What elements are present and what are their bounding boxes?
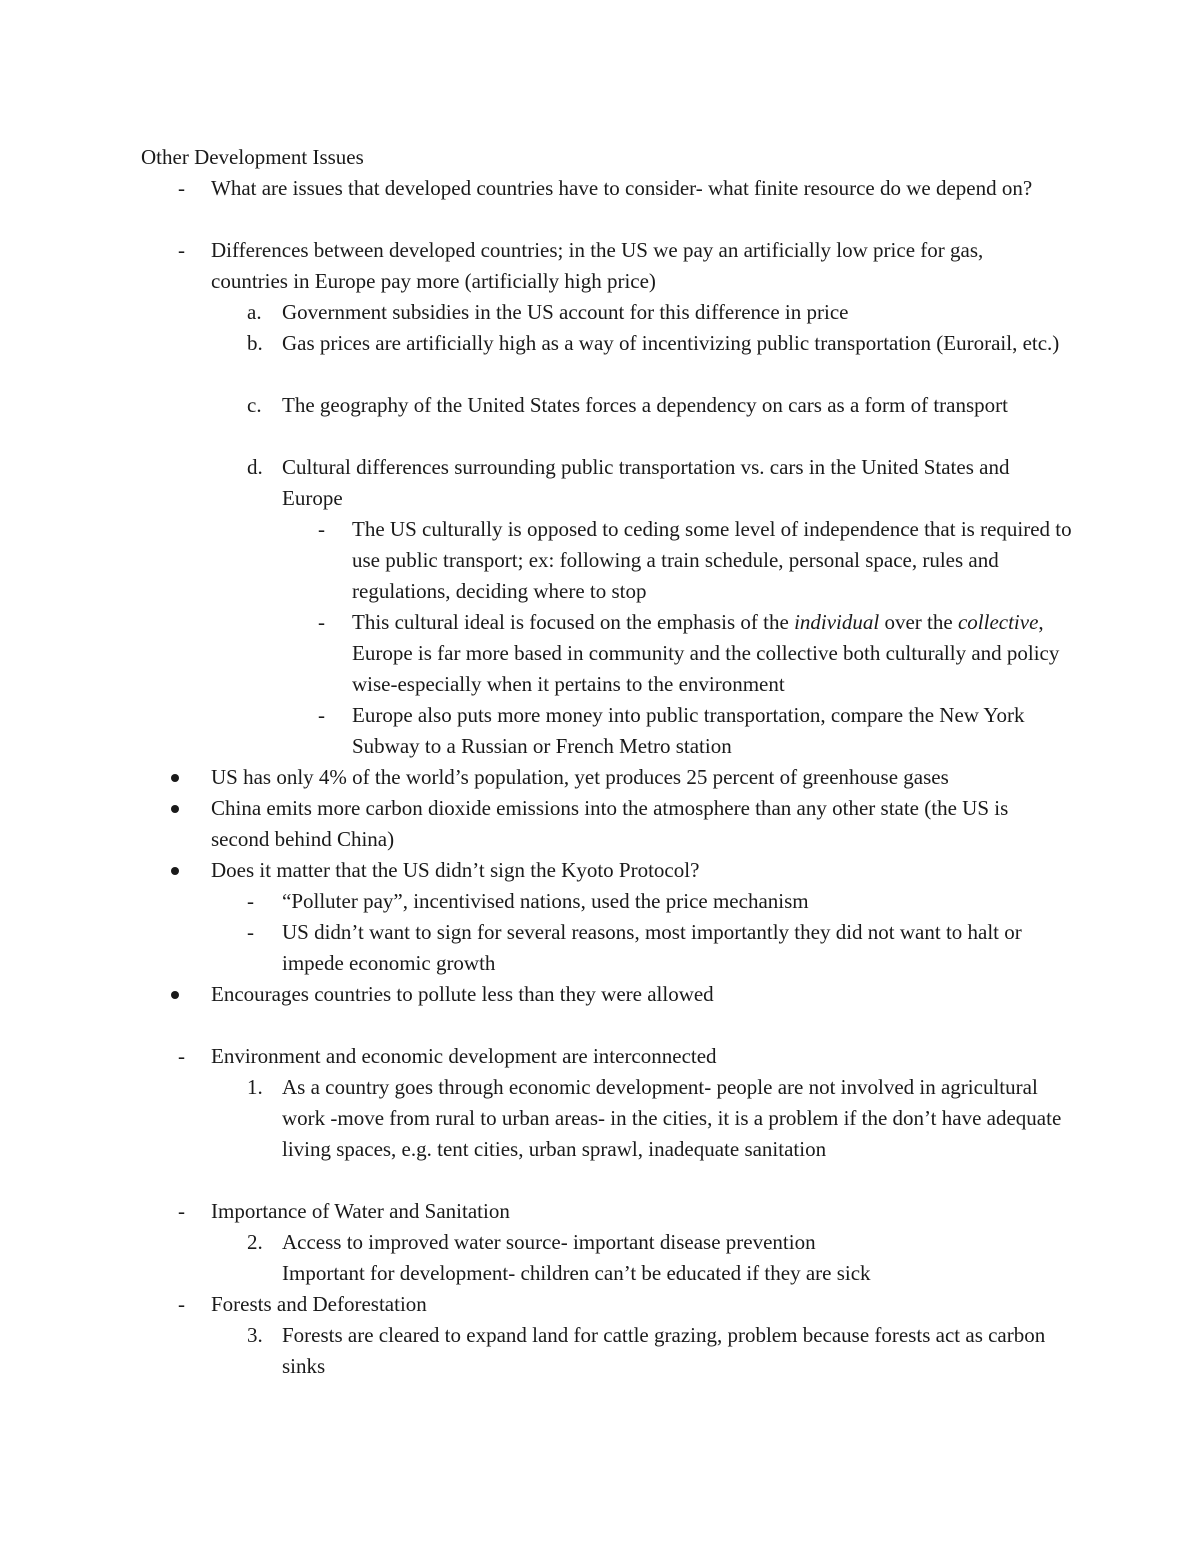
list-item-water: Importance of Water and Sanitation xyxy=(211,1199,510,1223)
dash-marker: - xyxy=(247,889,254,913)
emphasis-individual: individual xyxy=(794,610,880,634)
bullet-icon xyxy=(171,774,179,782)
dash-marker: - xyxy=(247,920,254,944)
number-marker-3: 3. xyxy=(247,1323,263,1347)
dash-marker: - xyxy=(178,1044,185,1068)
list-item-polluter-pay: “Polluter pay”, incentivised nations, used the price mechanism xyxy=(282,889,809,913)
letter-marker-b: b. xyxy=(247,331,263,355)
list-item-us-reasons: US didn’t want to sign for several reasons, most importantly they did not want to halt or impede economic growth xyxy=(282,920,1022,975)
bullet-item-kyoto: Does it matter that the US didn’t sign the Kyoto Protocol? xyxy=(211,858,700,882)
dash-marker: - xyxy=(178,176,185,200)
list-item-3: Forests are cleared to expand land for cattle grazing, problem because forests act as carbon sinks xyxy=(282,1323,1046,1378)
list-item-2: Access to improved water source- important disease prevention xyxy=(282,1230,816,1254)
number-marker-1: 1. xyxy=(247,1075,263,1099)
bullet-item-china: China emits more carbon dioxide emissions into the atmosphere than any other state (the US is second behind China) xyxy=(211,796,1009,851)
list-item-d2: This cultural ideal is focused on the emphasis of the individual over the collective, Europe is far more based in community and the collective both culturally and policy wise-especially when it pertains to the environment xyxy=(352,610,1060,696)
number-marker-2: 2. xyxy=(247,1230,263,1254)
letter-marker-c: c. xyxy=(247,393,262,417)
list-item-d: Cultural differences surrounding public transportation vs. cars in the United States and Europe xyxy=(282,455,1010,510)
list-item-d1: The US culturally is opposed to ceding some level of independence that is required to use public transport; ex: following a train schedule, personal space, rules and regulations, deciding where to stop xyxy=(352,517,1072,603)
bullet-item-population: US has only 4% of the world’s population, yet produces 25 percent of greenhouse gases xyxy=(211,765,949,789)
dash-marker: - xyxy=(318,703,325,727)
list-item-developed-differences: Differences between developed countries; in the US we pay an artificially low price for gas, countries in Europe pay more (artificially high price) xyxy=(211,238,984,293)
letter-marker-a: a. xyxy=(247,300,262,324)
list-item-environment: Environment and economic development are interconnected xyxy=(211,1044,717,1068)
dash-marker: - xyxy=(318,517,325,541)
list-item-c: The geography of the United States forces a dependency on cars as a form of transport xyxy=(282,393,1008,417)
emphasis-collective: collective xyxy=(957,610,1039,634)
dash-marker: - xyxy=(178,1292,185,1316)
list-item-2-continued: Important for development- children can’t be educated if they are sick xyxy=(282,1261,871,1285)
bullet-item-encourages: Encourages countries to pollute less than they were allowed xyxy=(211,982,714,1006)
document-title: Other Development Issues xyxy=(141,145,364,169)
dash-marker: - xyxy=(178,238,185,262)
list-item-finite-resource: What are issues that developed countries have to consider- what finite resource do we depend on? xyxy=(211,176,1033,200)
dash-marker: - xyxy=(318,610,325,634)
bullet-icon xyxy=(171,805,179,813)
dash-marker: - xyxy=(178,1199,185,1223)
list-item-1: As a country goes through economic development- people are not involved in agricultural work -move from rural to urban areas- in the cities, it is a problem if the don’t have adequate living spaces, e.g. tent cities, urban sprawl, inadequate sanitation xyxy=(282,1075,1062,1161)
list-item-a: Government subsidies in the US account for this difference in price xyxy=(282,300,849,324)
list-item-forests: Forests and Deforestation xyxy=(211,1292,427,1316)
letter-marker-d: d. xyxy=(247,455,263,479)
list-item-b: Gas prices are artificially high as a way of incentivizing public transportation (Eurorail, etc.) xyxy=(282,331,1060,355)
bullet-icon xyxy=(171,867,179,875)
bullet-icon xyxy=(171,991,179,999)
list-item-d3: Europe also puts more money into public transportation, compare the New York Subway to a Russian or French Metro station xyxy=(352,703,1025,758)
